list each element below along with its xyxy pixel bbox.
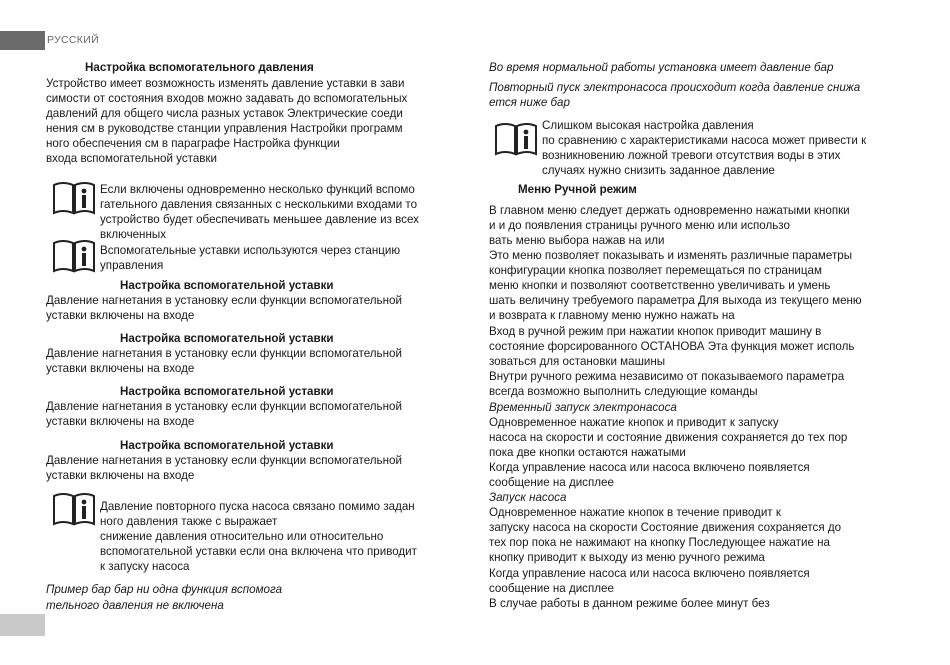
- left-text-line: Если включены одновременно несколько функций вспомо: [100, 183, 415, 196]
- right-text-line: тех пор пока не нажимают на кнопку Последующее нажатие на: [489, 536, 830, 549]
- right-text-line: Это меню позволяет показывать и изменять различные параметры: [489, 249, 853, 262]
- right-text-line: шать величину требуемого параметра Для выхода из текущего меню: [489, 294, 862, 307]
- right-text-line: Вход в ручной режим при нажатии кнопок приводит машину в: [489, 325, 822, 338]
- right-text-line: Внутри ручного режима независимо от показываемого параметра: [489, 370, 845, 383]
- left-text-line: тельного давления не включена: [46, 599, 224, 612]
- right-text-line: случаях нужно снизить заданное давление: [542, 164, 775, 177]
- right-text-line: Когда управление насоса или насоса включено появляется: [489, 567, 810, 580]
- right-text-line: возникновению ложной тревоги отсутствия воды в этих: [542, 149, 841, 162]
- left-text-line: управления: [100, 259, 164, 272]
- left-text-line: уставки включены на входе: [46, 362, 195, 375]
- right-text-line: меню кнопки и позволяют соответственно увеличивать и умень: [489, 279, 831, 292]
- right-text-line: сообщение на дисплее: [489, 476, 614, 489]
- book-info-icon: [52, 491, 96, 527]
- left-text-line: Настройка вспомогательной уставки: [120, 385, 334, 398]
- right-text-line: Временный запуск электронасоса: [489, 401, 677, 414]
- right-text-line: Одновременное нажатие кнопок и приводит к запуску: [489, 416, 779, 429]
- book-info-icon: [52, 238, 96, 274]
- right-text-line: Слишком высокая настройка давления: [542, 119, 754, 132]
- left-text-line: к запуску насоса: [100, 560, 190, 573]
- left-text-line: Настройка вспомогательной уставки: [120, 332, 334, 345]
- right-text-line: запуску насоса на скорости Состояние движения сохраняется до: [489, 521, 842, 534]
- left-text-line: Настройка вспомогательной уставки: [120, 439, 334, 452]
- right-text-line: пока две кнопки остаются нажатыми: [489, 446, 686, 459]
- left-text-line: Давление повторного пуска насоса связано помимо задан: [100, 500, 415, 513]
- right-text-line: Запуск насоса: [489, 491, 567, 504]
- left-text-line: Устройство имеет возможность изменять давление уставки в зави: [46, 77, 405, 90]
- left-text-line: Настройка вспомогательного давления: [85, 61, 314, 74]
- book-info-icon: [52, 180, 96, 216]
- left-text-line: Давление нагнетания в установку если функции вспомогательной: [46, 454, 402, 467]
- left-text-line: уставки включены на входе: [46, 469, 195, 482]
- left-text-line: включенных: [100, 228, 166, 241]
- right-text-line: зоваться для остановки машины: [489, 355, 666, 368]
- left-text-line: Давление нагнетания в установку если функции вспомогательной: [46, 400, 402, 413]
- right-text-line: и возврата к главному меню нужно нажать на: [489, 309, 735, 322]
- right-text-line: В главном меню следует держать одновременно нажатыми кнопки: [489, 204, 850, 217]
- page-tab-bottom: [0, 614, 45, 636]
- right-text-line: В случае работы в данном режиме более минут без: [489, 597, 770, 610]
- right-text-line: Одновременное нажатие кнопок в течение приводит к: [489, 506, 781, 519]
- right-text-line: кнопку приводит к выходу из меню ручного режима: [489, 551, 765, 564]
- book-info-icon: [494, 121, 538, 157]
- right-text-line: и и до появления страницы ручного меню или использо: [489, 219, 790, 232]
- left-text-line: уставки включены на входе: [46, 415, 195, 428]
- left-text-line: вспомогательной уставки если она включена что приводит: [100, 545, 417, 558]
- page-tab-top: [0, 31, 45, 50]
- right-text-line: ется ниже бар: [489, 96, 570, 109]
- left-text-line: уставки включены на входе: [46, 309, 195, 322]
- left-text-line: давлений для общего числа разных уставок Электрические соеди: [46, 107, 403, 120]
- right-text-line: Повторный пуск электронасоса происходит когда давление снижа: [489, 81, 861, 94]
- right-text-line: всегда возможно выполнить следующие команды: [489, 385, 758, 398]
- left-text-line: ного давления также с выражает: [100, 515, 278, 528]
- left-text-line: Давление нагнетания в установку если функции вспомогательной: [46, 294, 402, 307]
- left-text-line: Настройка вспомогательной уставки: [120, 279, 334, 292]
- right-text-line: Меню Ручной режим: [518, 183, 637, 196]
- left-text-line: Пример бар бар ни одна функция вспомога: [46, 583, 283, 596]
- left-text-line: нения см в руководстве станции управления Настройки программ: [46, 122, 403, 135]
- right-text-line: конфигурации кнопка позволяет перемещаться по страницам: [489, 264, 822, 277]
- right-text-line: по сравнению с характеристиками насоса может привести к: [542, 134, 867, 147]
- left-text-line: Вспомогательные уставки используются через станцию: [100, 244, 401, 257]
- language-label: РУССКИЙ: [47, 34, 99, 46]
- right-text-line: насоса на скорости и состояние движения сохраняется до тех пор: [489, 431, 848, 444]
- right-text-line: Во время нормальной работы установка имеет давление бар: [489, 61, 834, 74]
- left-text-line: Давление нагнетания в установку если функции вспомогательной: [46, 347, 402, 360]
- right-text-line: сообщение на дисплее: [489, 582, 614, 595]
- right-text-line: вать меню выбора нажав на или: [489, 234, 665, 247]
- left-text-line: ного обеспечения см в параграфе Настройка функции: [46, 137, 340, 150]
- left-text-line: симости от состояния входов можно задавать до вспомогательных: [46, 92, 408, 105]
- left-text-line: гательного давления связанных с несколькими входами то: [100, 198, 418, 211]
- right-text-line: состояние форсированного ОСТАНОВА Эта функция может исполь: [489, 340, 855, 353]
- right-text-line: Когда управление насоса или насоса включено появляется: [489, 461, 810, 474]
- left-text-line: снижение давления относительно или относительно: [100, 530, 384, 543]
- left-text-line: входа вспомогательной уставки: [46, 152, 217, 165]
- left-text-line: устройство будет обеспечивать меньшее давление из всех: [100, 213, 419, 226]
